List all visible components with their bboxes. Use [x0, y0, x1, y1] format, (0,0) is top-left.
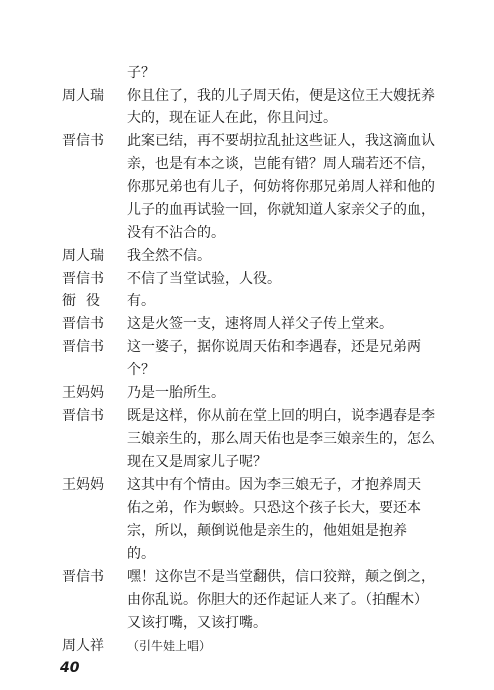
- dialogue-line: [0, 519, 494, 543]
- dialogue-line: [0, 61, 494, 85]
- dialogue-line: [0, 381, 494, 405]
- page-number: 40: [60, 660, 80, 676]
- dialogue-text: 没有不沾合的。: [127, 225, 225, 241]
- dialogue-text: 现在又是周家儿子呢？: [127, 454, 267, 470]
- speaker-label: 王妈妈: [62, 385, 104, 401]
- speaker-label: 晋信书: [62, 133, 104, 149]
- dialogue-line: [0, 335, 494, 359]
- dialogue-text: 这一婆子，据你说周天佑和李遇春，还是兄弟两: [127, 339, 421, 355]
- speaker-label: 周人瑞: [62, 88, 104, 104]
- dialogue-line: [0, 427, 494, 451]
- dialogue-text: 子？: [127, 65, 155, 81]
- stage-direction: （引牛娃上唱）: [127, 639, 212, 653]
- dialogue-line: [0, 129, 494, 153]
- dialogue-line: [0, 634, 494, 658]
- dialogue-line: [0, 473, 494, 497]
- dialogue-line: [0, 565, 494, 589]
- dialogue-line: [0, 542, 494, 566]
- dialogue-text: 个？: [127, 362, 155, 378]
- speaker-label: 晋信书: [62, 271, 104, 287]
- dialogue-text: 既是这样，你从前在堂上回的明白，说李遇春是李: [127, 408, 435, 424]
- dialogue-text: 又该打嘴，又该打嘴。: [127, 615, 267, 631]
- dialogue-text: 有。: [127, 293, 155, 309]
- speaker-label: 晋信书: [62, 316, 104, 332]
- dialogue-text: 的。: [127, 546, 155, 562]
- dialogue-line: [0, 267, 494, 291]
- dialogue-line: [0, 175, 494, 199]
- dialogue-line: [0, 198, 494, 222]
- dialogue-text: 由你乱说。你胆大的还作起证人来了。（拍醒木）: [127, 592, 428, 608]
- dialogue-text: 三娘亲生的，那么周天佑也是李三娘亲生的，怎么: [127, 431, 435, 447]
- speaker-label: 晋信书: [62, 408, 104, 424]
- dialogue-text: 你那兄弟也有儿子，何妨将你那兄弟周人祥和他的: [127, 179, 435, 195]
- dialogue-text: 宗，所以，颠倒说他是亲生的，他姐姐是抱养: [127, 523, 407, 539]
- dialogue-line: [0, 611, 494, 635]
- speaker-label: 晋信书: [62, 569, 104, 585]
- dialogue-line: [0, 106, 494, 130]
- dialogue-line: [0, 289, 494, 313]
- dialogue-line: [0, 152, 494, 176]
- dialogue-line: [0, 221, 494, 245]
- dialogue-line: [0, 496, 494, 520]
- dialogue-text: 这是火签一支，速将周人祥父子传上堂来。: [127, 316, 393, 332]
- speaker-label: 晋信书: [62, 339, 104, 355]
- dialogue-text: 此案已结，再不要胡拉乱扯这些证人，我这滴血认: [127, 133, 435, 149]
- dialogue-text: 亲，也是有本之谈，岂能有错？周人瑞若还不信，: [127, 156, 435, 172]
- dialogue-text: 不信了当堂试验，人役。: [127, 271, 281, 287]
- dialogue-line: [0, 312, 494, 336]
- speaker-label: 王妈妈: [62, 477, 104, 493]
- speaker-label: 衙役: [62, 293, 110, 309]
- dialogue-text: 乃是一胎所生。: [127, 385, 225, 401]
- dialogue-text: 你且住了，我的儿子周天佑，便是这位王大嫂抚养: [127, 88, 435, 104]
- dialogue-text: 这其中有个情由。因为李三娘无子，才抱养周天: [127, 477, 421, 493]
- dialogue-line: [0, 588, 494, 612]
- dialogue-line: [0, 404, 494, 428]
- speaker-label: 周人瑞: [62, 248, 104, 264]
- speaker-label: 周人祥: [62, 638, 104, 654]
- dialogue-line: [0, 244, 494, 268]
- dialogue-line: [0, 358, 494, 382]
- dialogue-text: 佑之弟，作为螟蛉。只恐这个孩子长大，要还本: [127, 500, 421, 516]
- dialogue-text: 我全然不信。: [127, 248, 211, 264]
- dialogue-text: 嘿！这你岂不是当堂翻供，信口狡辩，颠之倒之，: [127, 569, 435, 585]
- dialogue-line: [0, 84, 494, 108]
- dialogue-line: [0, 450, 494, 474]
- dialogue-text: 儿子的血再试验一回，你就知道人家亲父子的血，: [127, 202, 435, 218]
- dialogue-text: 大的，现在证人在此，你且问过。: [127, 110, 337, 126]
